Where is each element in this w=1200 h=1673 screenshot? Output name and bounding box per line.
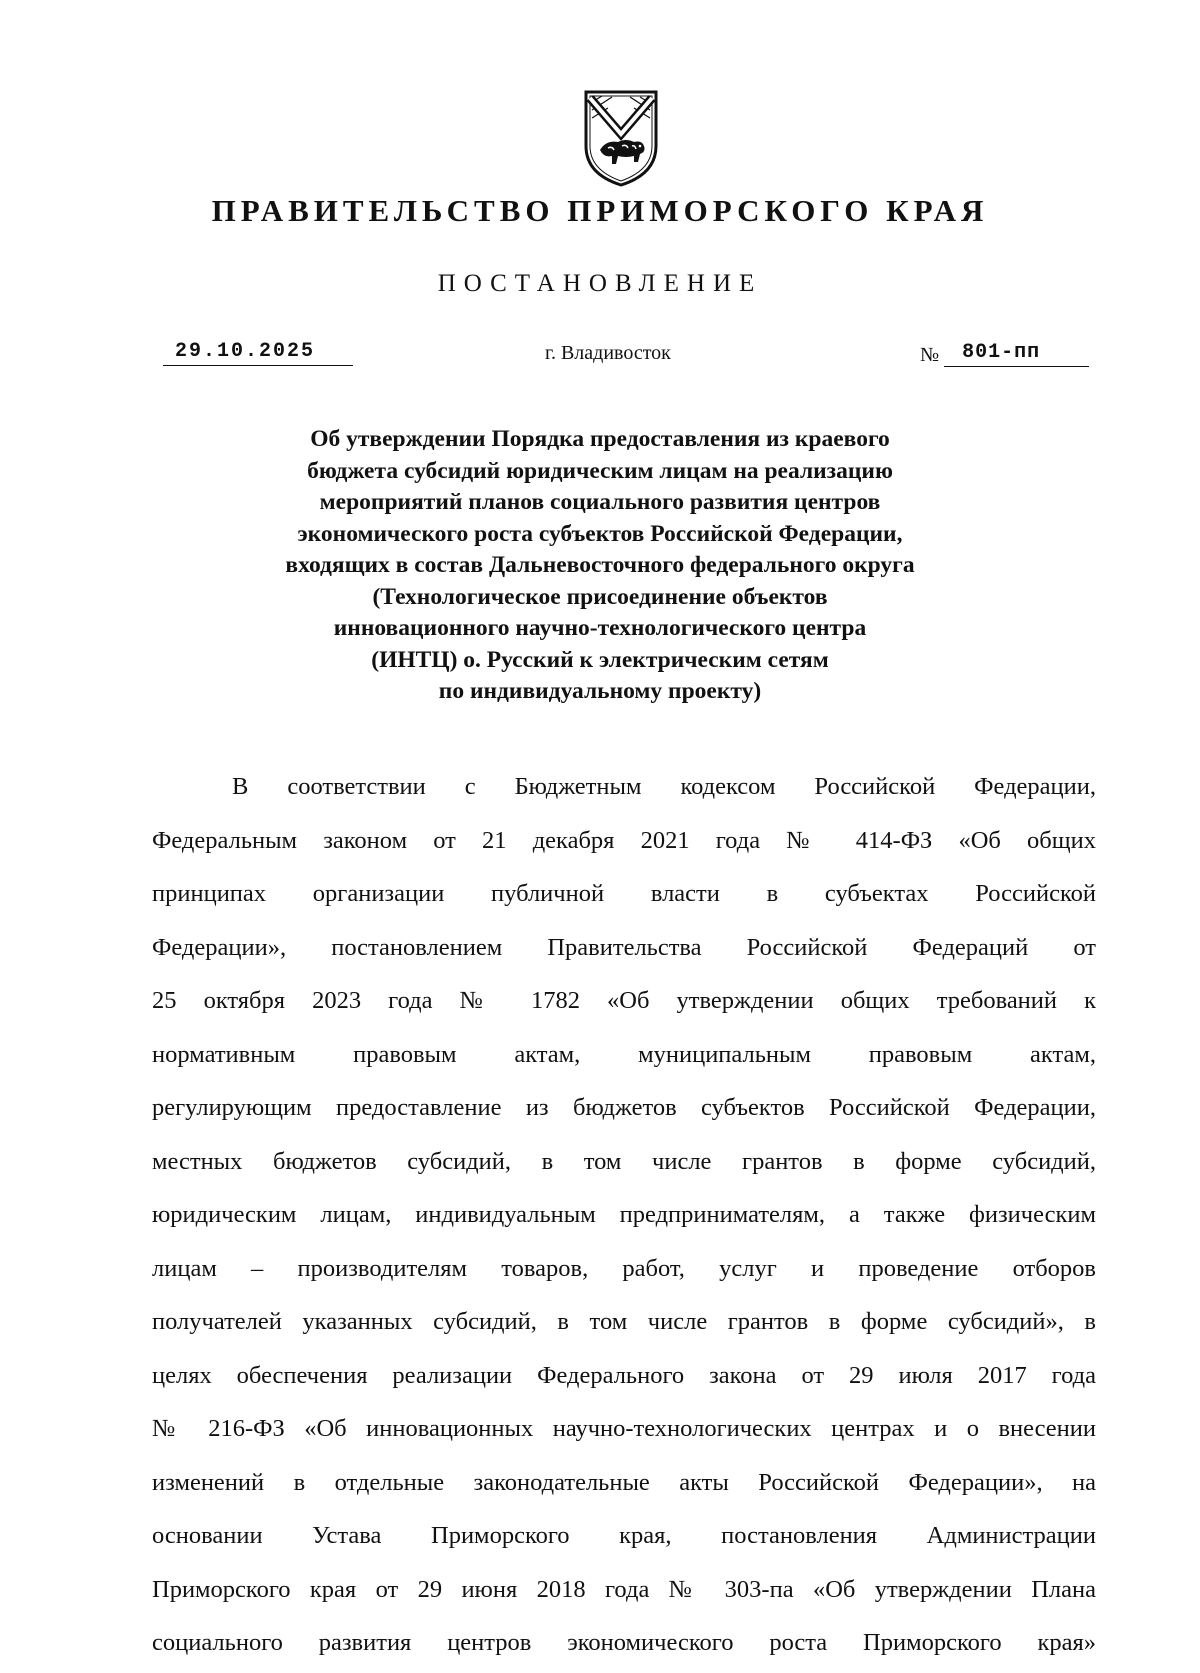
body-line: юридическим лицам, индивидуальным предпринимателям, а также физическим — [152, 1201, 1096, 1228]
document-subject — [200, 424, 1000, 708]
subject-line: бюджета субсидий юридическим лицам на реализацию — [307, 457, 893, 484]
document-meta-row — [0, 340, 1200, 374]
body-line: местных бюджетов субсидий, в том числе грантов в форме субсидий, — [152, 1147, 1096, 1175]
document-date: 29.10.2025 — [163, 340, 353, 366]
number-sign: № — [920, 344, 940, 366]
subject-line: мероприятий планов социального развития центров — [319, 489, 881, 515]
body-line: социального развития центров экономического роста Приморского края» — [152, 1629, 1096, 1656]
subject-line: входящих в состав Дальневосточного федерального округа — [285, 552, 915, 578]
body-line: регулирующим предоставление из бюджетов субъектов Российской Федерации, — [152, 1094, 1096, 1121]
body-line: Федеральным законом от 21 декабря 2021 года № 414-ФЗ «Об общих — [152, 826, 1096, 854]
body-line: В соответствии с Бюджетным кодексом Российской Федерации, — [232, 773, 1096, 800]
subject-line: (ИНТЦ) о. Русский к электрическим сетям — [371, 646, 829, 673]
document-city: г. Владивосток — [545, 342, 671, 364]
body-line: № 216-ФЗ «Об инновационных научно-технологических центрах и о внесении — [152, 1415, 1096, 1442]
body-line: получателей указанных субсидий, в том числе грантов в форме субсидий», в — [152, 1308, 1096, 1335]
document-number: 801-пп — [944, 341, 1089, 367]
document-type: ПОСТАНОВЛЕНИЕ — [437, 270, 763, 297]
body-line: Приморского края от 29 июня 2018 года № 303-па «Об утверждении Плана — [152, 1575, 1096, 1603]
body-line: принципах организации публичной власти в субъектах Российской — [152, 880, 1096, 907]
body-line: целях обеспечения реализации Федерального закона от 29 июля 2017 года — [152, 1361, 1096, 1389]
body-line: основании Устава Приморского края, постановления Администрации — [152, 1522, 1096, 1549]
subject-line: Об утверждении Порядка предоставления из краевого — [310, 426, 890, 452]
subject-line: инновационного научно-технологического центра — [333, 615, 867, 641]
subject-line: (Технологическое присоединение объектов — [372, 583, 828, 610]
coat-of-arms-icon — [582, 88, 660, 188]
body-line: 25 октября 2023 года № 1782 «Об утверждении общих требований к — [152, 987, 1096, 1014]
body-line: нормативным правовым актам, муниципальным правовым актам, — [152, 1040, 1096, 1068]
body-line: Федерации», постановлением Правительства Российской Федераций от — [152, 933, 1096, 961]
document-body — [152, 760, 1096, 1670]
government-title: ПРАВИТЕЛЬСТВО ПРИМОРСКОГО КРАЯ — [211, 193, 989, 228]
subject-line: экономического роста субъектов Российской Федерации, — [297, 520, 903, 547]
body-line: лицам – производителям товаров, работ, услуг и проведение отборов — [152, 1254, 1096, 1282]
body-line: изменений в отдельные законодательные акты Российской Федерации», на — [152, 1468, 1096, 1496]
subject-line: по индивидуальному проекту) — [438, 678, 762, 704]
document-number-block — [920, 340, 1089, 367]
